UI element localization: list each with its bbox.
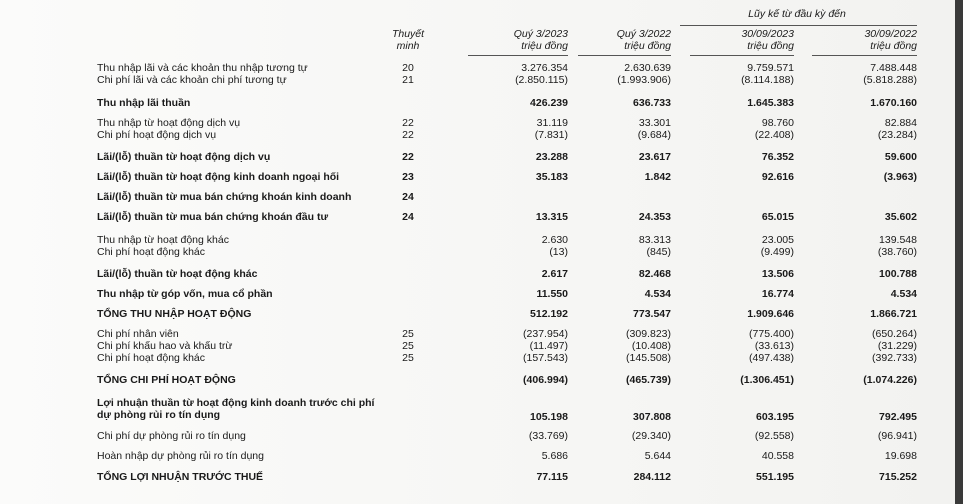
row-value: 92.616 xyxy=(761,171,794,183)
row-note: 24 xyxy=(402,211,414,223)
table-row xyxy=(0,397,963,423)
table-row xyxy=(0,308,963,320)
row-label: Chi phí hoạt động khác xyxy=(97,352,205,364)
header-underline xyxy=(468,55,568,56)
row-value: (23.284) xyxy=(877,129,917,141)
row-value: 82.884 xyxy=(884,117,917,129)
row-label: Chi phí hoạt động khác xyxy=(97,246,205,258)
row-value: (7.831) xyxy=(534,129,568,141)
row-note: 21 xyxy=(402,74,414,86)
row-label: Chi phí nhân viên xyxy=(97,328,179,340)
row-value: (237.954) xyxy=(523,328,568,340)
row-value: 105.198 xyxy=(530,411,568,423)
row-note: 25 xyxy=(402,340,414,352)
column-header-line1: Quý 3/2022 xyxy=(616,28,671,40)
row-value: (775.400) xyxy=(749,328,794,340)
table-row xyxy=(0,471,963,483)
row-value: 19.698 xyxy=(884,450,917,462)
row-value: (1.074.226) xyxy=(863,374,917,386)
row-label: Lãi/(lỗ) thuần từ hoạt động kinh doanh ngoại hối xyxy=(97,171,340,183)
row-value: (1.306.451) xyxy=(740,374,794,386)
row-value: 1.645.383 xyxy=(747,97,794,109)
row-value: (5.818.288) xyxy=(863,74,917,86)
row-note: 20 xyxy=(402,62,414,74)
row-label: Chi phí hoạt động dịch vụ xyxy=(97,129,217,141)
row-value: (3.963) xyxy=(883,171,917,183)
row-value: 100.788 xyxy=(879,268,917,280)
row-value: 77.115 xyxy=(536,471,568,483)
column-header-ytd-2022 xyxy=(800,28,917,52)
row-value: 24.353 xyxy=(638,211,671,223)
row-label: Thu nhập lãi thuần xyxy=(97,97,191,109)
row-value: 23.617 xyxy=(638,151,671,163)
row-label: Lãi/(lỗ) thuần từ hoạt động khác xyxy=(97,268,258,280)
row-value: 4.534 xyxy=(890,288,917,300)
row-value: 13.506 xyxy=(761,268,794,280)
row-label: Chi phí khấu hao và khấu trừ xyxy=(97,340,233,352)
table-row xyxy=(0,211,963,223)
row-value: 2.617 xyxy=(541,268,568,280)
row-value: 307.808 xyxy=(633,411,671,423)
row-value: 13.315 xyxy=(535,211,568,223)
table-row xyxy=(0,450,963,462)
row-value: 5.686 xyxy=(541,450,568,462)
table-row xyxy=(0,62,963,74)
table-row xyxy=(0,328,963,340)
table-row xyxy=(0,234,963,246)
row-label: Hoàn nhập dự phòng rủi ro tín dụng xyxy=(97,450,264,462)
row-label: Chi phí lãi và các khoản chi phí tương tự xyxy=(97,74,287,86)
row-value: (2.850.115) xyxy=(515,74,568,86)
row-value: 1.670.160 xyxy=(870,97,917,109)
row-note: 23 xyxy=(402,171,414,183)
note-header-line2: minh xyxy=(396,40,420,52)
row-value: 139.548 xyxy=(879,234,917,246)
row-note: 22 xyxy=(402,151,414,163)
row-value: (8.114.188) xyxy=(741,74,794,86)
column-header-line1: 30/09/2023 xyxy=(741,28,794,40)
row-value: 33.301 xyxy=(638,117,671,129)
table-row xyxy=(0,268,963,280)
table-row xyxy=(0,340,963,352)
row-note: 24 xyxy=(402,191,414,203)
row-value: 636.733 xyxy=(633,97,671,109)
row-value: 284.112 xyxy=(633,471,671,483)
row-value: 4.534 xyxy=(644,288,671,300)
row-label: Thu nhập lãi và các khoản thu nhập tương tự xyxy=(97,62,308,74)
column-header-q3-2022 xyxy=(560,28,671,52)
row-value: 16.774 xyxy=(761,288,794,300)
row-value: 1.909.646 xyxy=(747,308,794,320)
row-value: (33.613) xyxy=(754,340,794,352)
table-row xyxy=(0,97,963,109)
row-value: 603.195 xyxy=(756,411,794,423)
row-value: (33.769) xyxy=(528,430,568,442)
cumulative-group-header: Lũy kế từ đầu kỳ đến xyxy=(748,8,846,20)
group-header-underline xyxy=(680,25,917,26)
row-value: (96.941) xyxy=(877,430,917,442)
table-row xyxy=(0,430,963,442)
row-label: Thu nhập từ hoạt động khác xyxy=(97,234,229,246)
row-value: (1.993.906) xyxy=(617,74,671,86)
row-value: (157.543) xyxy=(523,352,568,364)
row-value: 35.183 xyxy=(535,171,568,183)
row-value: (392.733) xyxy=(872,352,917,364)
table-row xyxy=(0,151,963,163)
row-value: (31.229) xyxy=(877,340,917,352)
row-value: 31.119 xyxy=(536,117,568,129)
header-underline xyxy=(578,55,671,56)
row-value: 551.195 xyxy=(756,471,794,483)
column-header-line2: triệu đồng xyxy=(624,40,671,52)
row-value: (845) xyxy=(646,246,671,258)
table-row xyxy=(0,352,963,364)
row-value: 1.866.721 xyxy=(870,308,917,320)
row-value: 512.192 xyxy=(530,308,568,320)
row-label: Thu nhập từ hoạt động dịch vụ xyxy=(97,117,241,129)
row-note: 22 xyxy=(402,129,414,141)
row-value: 715.252 xyxy=(879,471,917,483)
row-value: 7.488.448 xyxy=(870,62,917,74)
row-value: 11.550 xyxy=(536,288,568,300)
row-label: TỔNG LỢI NHUẬN TRƯỚC THUẾ xyxy=(97,471,264,483)
row-label: Chi phí dự phòng rủi ro tín dụng xyxy=(97,430,246,442)
header-underline xyxy=(690,55,794,56)
screen-edge xyxy=(955,0,963,504)
row-note: 22 xyxy=(402,117,414,129)
table-row xyxy=(0,74,963,86)
row-value: (309.823) xyxy=(626,328,671,340)
column-header-line1: 30/09/2022 xyxy=(864,28,917,40)
table-row xyxy=(0,374,963,386)
note-column-header xyxy=(385,28,431,52)
row-value: (497.438) xyxy=(749,352,794,364)
table-row xyxy=(0,191,963,203)
row-label: Lợi nhuận thuần từ hoạt động kinh doanh trước chi phí dự phòng rủi ro tín dụng xyxy=(97,397,375,421)
header-underline xyxy=(812,55,917,56)
row-label: Lãi/(lỗ) thuần từ mua bán chứng khoán đầu tư xyxy=(97,211,329,223)
row-value: (13) xyxy=(549,246,568,258)
row-value: 792.495 xyxy=(879,411,917,423)
column-header-ytd-2023 xyxy=(690,28,794,52)
table-row xyxy=(0,171,963,183)
row-value: 40.558 xyxy=(761,450,794,462)
row-value: (9.684) xyxy=(637,129,671,141)
row-value: (22.408) xyxy=(754,129,794,141)
row-value: 2.630.639 xyxy=(624,62,671,74)
row-value: 773.547 xyxy=(633,308,671,320)
table-row xyxy=(0,129,963,141)
row-value: 9.759.571 xyxy=(747,62,794,74)
column-header-line2: triệu đồng xyxy=(870,40,917,52)
column-header-line2: triệu đồng xyxy=(521,40,568,52)
column-header-line1: Quý 3/2023 xyxy=(513,28,568,40)
column-header-line2: triệu đồng xyxy=(747,40,794,52)
row-value: (10.408) xyxy=(631,340,671,352)
row-value: (650.264) xyxy=(872,328,917,340)
row-value: 2.630 xyxy=(541,234,568,246)
row-label: Lãi/(lỗ) thuần từ mua bán chứng khoán kinh doanh xyxy=(97,191,352,203)
row-label: TỔNG THU NHẬP HOẠT ĐỘNG xyxy=(97,308,252,320)
row-note: 25 xyxy=(402,328,414,340)
table-row xyxy=(0,117,963,129)
row-value: 76.352 xyxy=(761,151,794,163)
row-value: (9.499) xyxy=(760,246,794,258)
row-value: (465.739) xyxy=(626,374,671,386)
row-label: Lãi/(lỗ) thuần từ hoạt động dịch vụ xyxy=(97,151,271,163)
column-header-q3-2023 xyxy=(460,28,568,52)
row-value: 35.602 xyxy=(884,211,917,223)
row-value: (92.558) xyxy=(754,430,794,442)
row-value: 82.468 xyxy=(638,268,671,280)
row-value: 65.015 xyxy=(761,211,794,223)
row-value: 3.276.354 xyxy=(521,62,568,74)
row-value: (406.994) xyxy=(523,374,568,386)
row-value: (11.497) xyxy=(529,340,568,352)
row-value: 23.005 xyxy=(761,234,794,246)
row-value: 5.644 xyxy=(644,450,671,462)
row-value: 426.239 xyxy=(530,97,568,109)
row-value: 1.842 xyxy=(644,171,671,183)
row-value: 83.313 xyxy=(638,234,671,246)
row-value: 23.288 xyxy=(535,151,568,163)
row-label: TỔNG CHI PHÍ HOẠT ĐỘNG xyxy=(97,374,236,386)
table-row xyxy=(0,288,963,300)
row-label: Thu nhập từ góp vốn, mua cổ phần xyxy=(97,288,273,300)
row-value: (29.340) xyxy=(631,430,671,442)
note-header-line1: Thuyết xyxy=(391,28,425,40)
row-value: (145.508) xyxy=(626,352,671,364)
row-note: 25 xyxy=(402,352,414,364)
row-value: (38.760) xyxy=(877,246,917,258)
row-value: 98.760 xyxy=(761,117,794,129)
table-row xyxy=(0,246,963,258)
row-value: 59.600 xyxy=(884,151,917,163)
